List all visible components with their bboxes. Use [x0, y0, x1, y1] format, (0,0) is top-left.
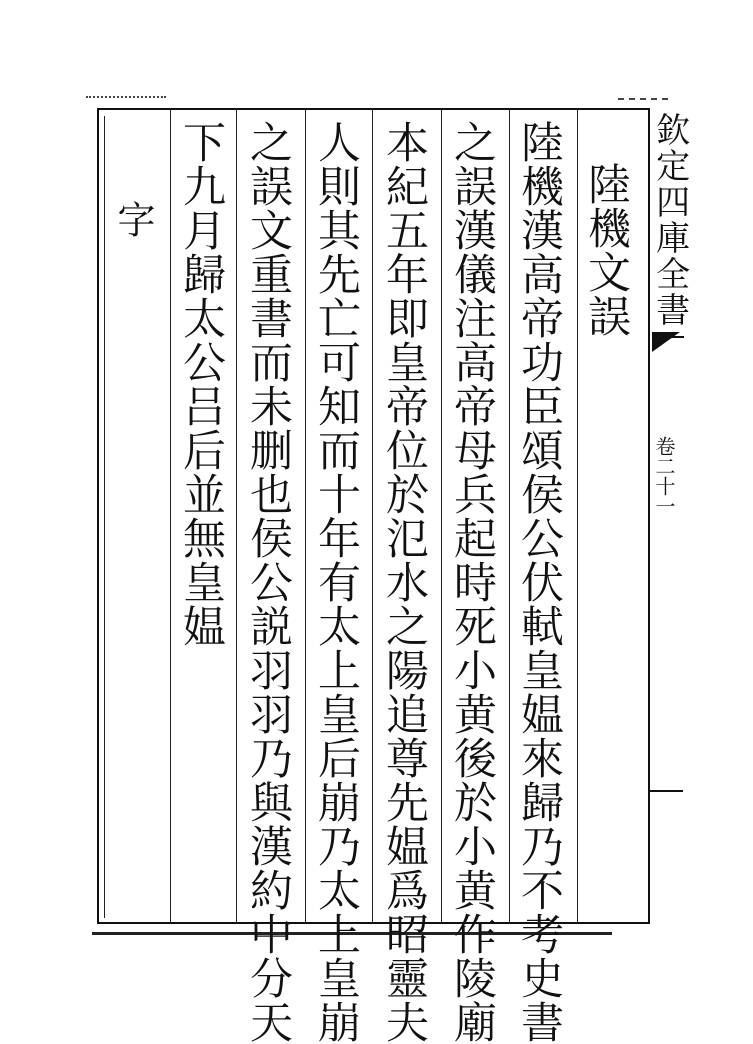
column-rule	[441, 108, 442, 922]
scan-artifact	[618, 98, 668, 102]
text-column: 之誤漢儀注高帝母兵起時死小黄後於小黄作陵廟	[447, 120, 497, 1044]
column-rule	[372, 108, 373, 922]
frame-left-border	[97, 108, 99, 924]
column-rule	[170, 108, 171, 922]
text-column: 本紀五年即皇帝位於氾水之陽追尊先媪爲昭靈夫	[379, 120, 429, 1044]
frame-bottom-border	[97, 922, 648, 924]
column-rule	[577, 108, 578, 922]
text-column: 下九月歸太公吕后並無皇媪	[176, 120, 226, 648]
book-title: 欽定四庫全書	[649, 112, 690, 328]
column-rule	[509, 108, 510, 922]
frame-inner-left-border	[104, 116, 105, 918]
scan-artifact	[86, 96, 166, 101]
text-column: 陸機漢高帝功臣頌侯公伏軾皇媪來歸乃不考史書	[514, 120, 564, 1044]
margin-character: 字	[111, 200, 155, 238]
section-heading: 陸機文誤	[581, 162, 631, 338]
volume-number: 卷二十一	[652, 436, 676, 516]
banxin-rule	[648, 790, 683, 792]
fishtail-mark	[652, 332, 680, 352]
text-column: 人則其先亡可知而十年有太上皇后崩乃太上皇崩	[311, 120, 361, 1044]
column-rule	[236, 108, 237, 922]
text-column: 之誤文重書而未删也侯公説羽羽乃與漢約中分天	[243, 120, 293, 1044]
column-rule	[305, 108, 306, 922]
